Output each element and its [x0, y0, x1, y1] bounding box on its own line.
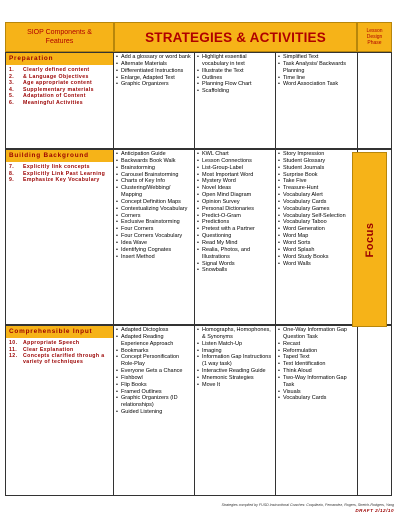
feature-text: Clear Explanation [23, 346, 74, 353]
feature-list [6, 162, 113, 183]
strategy-item: • One-Way Information Gap Question Task [278, 327, 355, 341]
strategy-item: • Idea Wave [116, 240, 192, 247]
strategy-item: • Scaffolding [197, 88, 273, 95]
feature-item [9, 93, 110, 99]
strategy-column [114, 150, 195, 324]
strategy-item: • Word Association Task [278, 81, 355, 88]
strategy-item: • Four Corners Vocabulary [116, 233, 192, 240]
strategy-item: • Take Five [278, 178, 355, 185]
feature-text: Meaningful Activities [23, 99, 84, 106]
feature-item [9, 74, 110, 80]
strategy-list [278, 327, 355, 402]
strategy-item: • Time line [278, 75, 355, 82]
strategy-item: • Word Map [278, 233, 355, 240]
strategy-item: • Taped Text [278, 354, 355, 361]
strategy-item: • Everyone Gets a Chance [116, 368, 192, 375]
feature-number: 8. [9, 170, 15, 177]
strategy-item: • Read My Mind [197, 240, 273, 247]
feature-item [9, 171, 110, 177]
feature-text: Appropriate Speech [23, 340, 80, 346]
feature-item [9, 100, 110, 106]
section-title: Preparation [6, 53, 113, 65]
strategy-item: • Carousel Brainstorming [116, 172, 192, 179]
strategy-item: • Opinion Survey [197, 199, 273, 206]
strategy-item: • Graphic Organizers [116, 81, 192, 88]
strategy-column [276, 150, 357, 324]
strategy-item: • Concept Personification Role-Play [116, 354, 192, 368]
strategy-item: • Brainstorming [116, 165, 192, 172]
strategy-item: • Bookmarks [116, 348, 192, 355]
strategy-item: • Vocabulary Alert [278, 192, 355, 199]
strategy-list [116, 54, 192, 88]
strategy-item: • Word Splash [278, 247, 355, 254]
strategy-list [116, 151, 192, 261]
strategy-item: • Four Corners [116, 226, 192, 233]
strategy-item: • Treasure-Hunt [278, 185, 355, 192]
strategy-item: • Text Identification [278, 361, 355, 368]
strategy-item: • Alternate Materials [116, 61, 192, 68]
table-header [5, 22, 392, 52]
feature-number: 1. [9, 67, 15, 73]
strategy-item: • Surprise Book [278, 172, 355, 179]
strategy-item: • Outlines [197, 75, 273, 82]
feature-text: Concepts clarified through a variety of techniques [23, 353, 105, 366]
strategy-item: • Novel Ideas [197, 185, 273, 192]
strategy-item: • Flip Books [116, 382, 192, 389]
feature-number: 5. [9, 93, 15, 100]
strategy-list [197, 327, 273, 389]
strategy-item: • Exclusive Brainstorming [116, 219, 192, 226]
strategy-item: • Move It [197, 382, 273, 389]
header-title: STRATEGIES & ACTIVITIES [114, 22, 357, 52]
strategy-item: • Planning Flow Chart [197, 81, 273, 88]
strategy-item: • Word Generation [278, 226, 355, 233]
strategy-item: • Highlight essential vocabulary in text [197, 54, 273, 68]
strategies-cell [114, 325, 357, 496]
feature-list [6, 65, 113, 106]
strategy-item: • Vocabulary Taboo [278, 219, 355, 226]
focus-label: Focus [363, 222, 376, 257]
feature-number: 9. [9, 177, 15, 184]
feature-text: Supplementary materials [23, 86, 94, 93]
strategies-cell [114, 149, 357, 325]
strategy-item: • KWL Chart [197, 151, 273, 158]
strategy-item: • Anticipation Guide [116, 151, 192, 158]
strategy-item: • Open Mind Diagram [197, 192, 273, 199]
strategy-item: • Enlarge, Adapted Text [116, 75, 192, 82]
strategy-item: • Graphic Organizers (ID relationships) [116, 395, 192, 409]
strategy-item: • Vocabulary Cards [278, 395, 355, 402]
strategy-column [276, 326, 357, 495]
strategy-item: • Signal Words [197, 261, 273, 268]
section-row [5, 52, 392, 149]
feature-item [9, 80, 110, 86]
strategy-item: • Mystery Word [197, 178, 273, 185]
strategy-item: • Pretest with a Partner [197, 226, 273, 233]
strategy-item: • Most Important Word [197, 172, 273, 179]
strategy-item: • Simplified Text [278, 54, 355, 61]
strategy-column [114, 326, 195, 495]
strategy-list [197, 54, 273, 95]
strategy-column [195, 150, 276, 324]
section-row [5, 149, 392, 325]
strategy-item: • Interactive Reading Guide [197, 368, 273, 375]
strategy-item: • Concept Definition Maps [116, 199, 192, 206]
feature-item [9, 340, 110, 346]
strategy-item: • Mnemonic Strategies [197, 375, 273, 382]
strategy-item: • Word Sorts [278, 240, 355, 247]
strategy-item: • Vocabulary Games [278, 206, 355, 213]
draft-stamp: DRAFT 2/12/10 [355, 508, 394, 513]
strategy-item: • Listen Match-Up [197, 341, 273, 348]
feature-number: 10. [9, 340, 18, 346]
strategy-item: • Differentiated Instructions [116, 68, 192, 75]
feature-item [9, 177, 110, 183]
strategy-item: • Vocabulary Self-Selection [278, 213, 355, 220]
feature-item [9, 164, 110, 170]
feature-number: 12. [9, 353, 18, 360]
footer-credits: Strategies compiled by FUSD Instructional Coaches: Coquilezio, Fernandez, Rogers, Stretch-Rodgers, Yang [221, 503, 394, 507]
strategies-cell [114, 52, 357, 149]
feature-item [9, 67, 110, 73]
strategy-item: • Homographs, Homophones, & Synonyms [197, 327, 273, 341]
section-title: Comprehensible Input [6, 326, 113, 338]
section-features-cell [5, 149, 114, 325]
feature-item [9, 87, 110, 93]
section-title: Building Background [6, 150, 113, 162]
strategy-item: • Personal Dictionaries [197, 206, 273, 213]
feature-number: 6. [9, 99, 15, 106]
strategy-item: • Adapted Dictogloss [116, 327, 192, 334]
strategy-item: • Add a glossary or word bank [116, 54, 192, 61]
strategy-item: • Charts of Key Info [116, 178, 192, 185]
strategy-item: • Backwards Book Walk [116, 158, 192, 165]
feature-text: & Language Objectives [23, 73, 89, 80]
feature-list [6, 338, 113, 366]
feature-number: 7. [9, 164, 15, 170]
feature-text: Emphasize Key Vocabulary [23, 177, 100, 184]
strategy-item: • Snowballs [197, 267, 273, 274]
strategy-item: • Think Aloud [278, 368, 355, 375]
strategy-item: • Lesson Connections [197, 158, 273, 165]
strategy-item: • Story Impression [278, 151, 355, 158]
strategy-item: • Identifying Cognates [116, 247, 192, 254]
feature-text: Age appropriate content [23, 80, 93, 87]
focus-phase-bar [352, 152, 387, 327]
strategy-item: • Guided Listening [116, 409, 192, 416]
strategy-item: • Imaging [197, 348, 273, 355]
strategy-item: • Adapted Reading Experience Approach [116, 334, 192, 348]
feature-text: Explicitly Link Past Learning [23, 170, 106, 177]
feature-number: 2. [9, 73, 15, 80]
strategy-item: • Word Walls [278, 261, 355, 268]
feature-number: 4. [9, 86, 15, 93]
strategy-item: • Student Journals [278, 165, 355, 172]
strategy-item: • Task Analysis/ Backwards Planning [278, 61, 355, 75]
strategy-column [276, 53, 357, 148]
strategy-item: • Student Glossary [278, 158, 355, 165]
phase-cell [357, 52, 392, 149]
strategy-item: • List-Group-Label [197, 165, 273, 172]
strategy-list [278, 54, 355, 88]
strategy-item: • Framed Outlines [116, 389, 192, 396]
strategy-item: • Corners [116, 213, 192, 220]
feature-item [9, 347, 110, 353]
feature-text: Explicitly link concepts [23, 164, 90, 170]
strategy-item: • Clustering/Webbing/ Mapping [116, 185, 192, 199]
strategy-item: • Contextualizing Vocabulary [116, 206, 192, 213]
strategy-item: • Word Study Books [278, 254, 355, 261]
strategy-column [195, 326, 276, 495]
strategy-item: • Predictions [197, 219, 273, 226]
strategy-item: • Visuals [278, 389, 355, 396]
strategy-list [116, 327, 192, 416]
feature-number: 3. [9, 80, 15, 87]
strategy-item: • Recast [278, 341, 355, 348]
header-phase: Lesson Design Phase [357, 22, 392, 52]
strategy-item: • Predict-O-Gram [197, 213, 273, 220]
strategy-item: • Two-Way Information Gap Task [278, 375, 355, 389]
feature-text: Adaptation of Content [23, 93, 86, 100]
feature-text: Clearly defined content [23, 67, 90, 73]
strategy-item: • Questioning [197, 233, 273, 240]
feature-number: 11. [9, 346, 18, 353]
strategy-item: • Information Gap Instructions (1 way task) [197, 354, 273, 368]
strategy-item: • Insert Method [116, 254, 192, 261]
phase-cell [357, 325, 392, 496]
strategy-item: • Fishbowl [116, 375, 192, 382]
feature-item [9, 353, 110, 365]
strategy-item: • Realia, Photos, and Illustrations [197, 247, 273, 261]
strategy-item: • Vocabulary Cards [278, 199, 355, 206]
strategy-item: • Reformulation [278, 348, 355, 355]
strategy-column [195, 53, 276, 148]
strategy-list [197, 151, 273, 274]
section-features-cell [5, 52, 114, 149]
section-row [5, 325, 392, 496]
strategy-column [114, 53, 195, 148]
strategy-list [278, 151, 355, 267]
header-components: SIOP Components & Features [5, 22, 114, 52]
strategy-item: • Illustrate the Text [197, 68, 273, 75]
section-features-cell [5, 325, 114, 496]
footer [130, 503, 394, 514]
